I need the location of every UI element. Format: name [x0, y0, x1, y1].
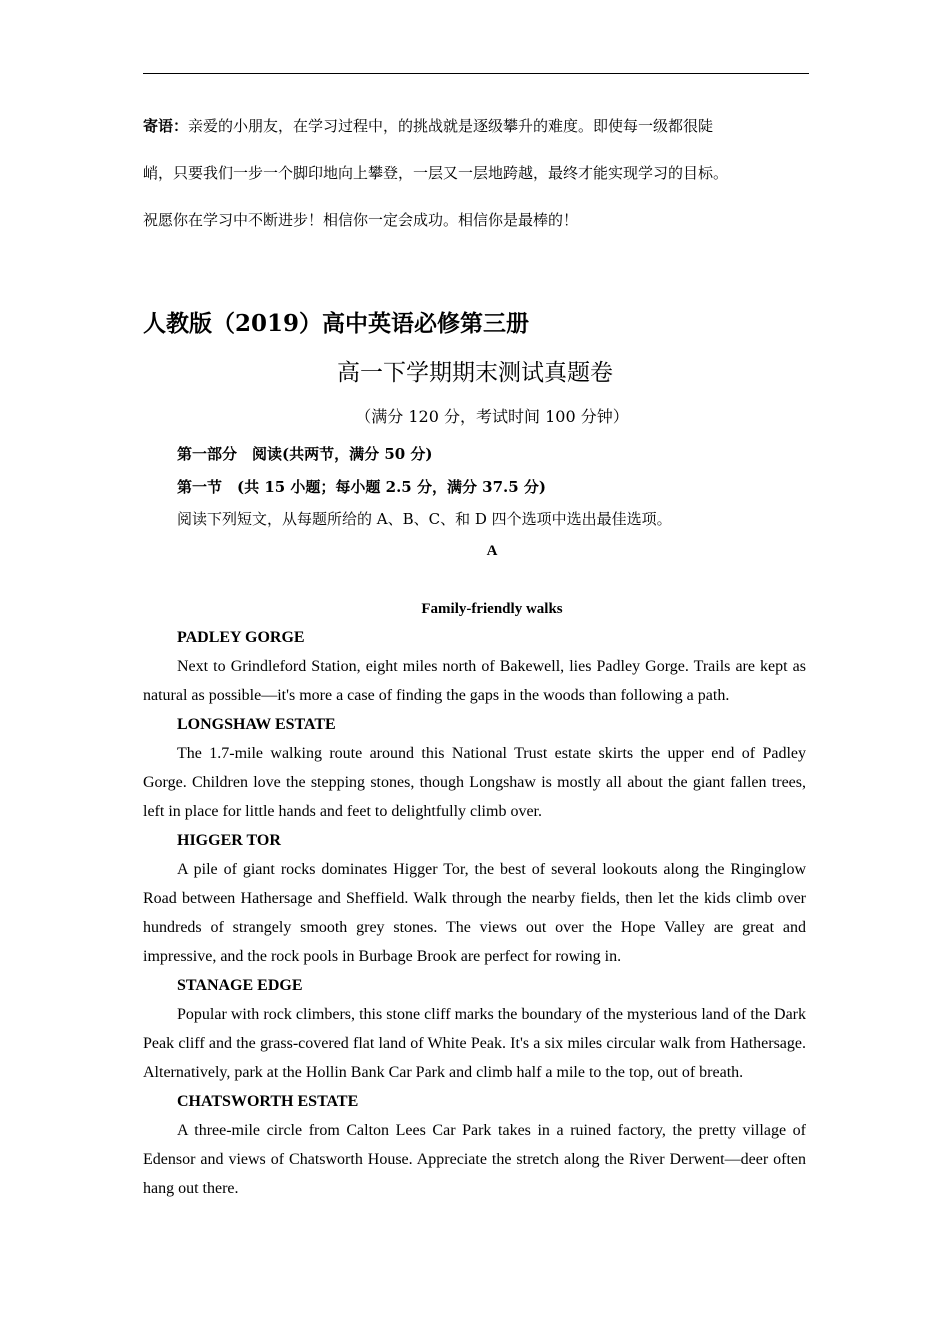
section-one-heading: 第一节 (共 15 小题；每小题 2.5 分，满分 37.5 分)	[177, 478, 547, 496]
greeting-text-1: 亲爱的小朋友，在学习过程中，的挑战就是逐级攀升的难度。即使每一级都很陡	[188, 117, 714, 135]
greeting-line-2: 峭，只要我们一步一个脚印地向上攀登，一层又一层地跨越，最终才能实现学习的目标。	[143, 164, 729, 182]
greeting-line-3: 祝愿你在学习中不断进步！相信你一定会成功。相信你是最棒的！	[143, 211, 579, 229]
book-title: 人教版（2019）高中英语必修第三册	[143, 310, 530, 337]
section-heading: STANAGE EDGE	[177, 977, 303, 994]
section-text: A pile of giant rocks dominates Higger Tor, the best of several lookouts along the Ringinglow Road between Hathersage and Sheffield. Walk through the nearby fields, then let the kids climb over hundreds of strangely smooth grey stones. The views out over the Hope Valley are great and impressive, and the rock pools in Burbage Brook are perfect for rowing in.	[143, 861, 806, 965]
section-heading: HIGGER TOR	[177, 832, 281, 849]
passage-body	[143, 623, 806, 1203]
passage-title: Family-friendly walks	[421, 601, 563, 617]
section-text: A three-mile circle from Calton Lees Car Park takes in a ruined factory, the pretty village of Edensor and views of Chatsworth House. Appreciate the stretch along the River Derwent—deer often hang out there.	[143, 1122, 806, 1197]
section-text: Next to Grindleford Station, eight miles north of Bakewell, lies Padley Gorge. Trails are kept as natural as possible—it's more a case of finding the gaps in the woods than following a path.	[143, 658, 806, 704]
section-heading: LONGSHAW ESTATE	[177, 716, 336, 733]
greeting-line-1	[143, 116, 813, 136]
greeting-label: 寄语：	[143, 117, 189, 135]
passage-label: A	[486, 543, 498, 559]
instruction-text: 阅读下列短文，从每题所给的 A、B、C、和 D 四个选项中选出最佳选项。	[177, 510, 672, 528]
section-text: The 1.7-mile walking route around this National Trust estate skirts the upper end of Padley Gorge. Children love the stepping stones, though Longshaw is mostly all about the giant fallen trees, left in place for little hands and feet to delightfully climb over.	[143, 745, 806, 820]
section-heading: CHATSWORTH ESTATE	[177, 1093, 359, 1110]
section-heading: PADLEY GORGE	[177, 629, 305, 646]
part-one-heading: 第一部分 阅读(共两节，满分 50 分)	[177, 445, 433, 463]
exam-note: （满分 120 分，考试时间 100 分钟）	[355, 407, 629, 426]
exam-title: 高一下学期期末测试真题卷	[337, 360, 613, 386]
header-rule	[143, 73, 809, 74]
section-text: Popular with rock climbers, this stone cliff marks the boundary of the mysterious land of the Dark Peak cliff and the grass-covered flat land of White Peak. It's a six miles circular walk from Hathersage. Alternatively, park at the Hollin Bank Car Park and climb half a mile to the top, out of breath.	[143, 1006, 806, 1081]
